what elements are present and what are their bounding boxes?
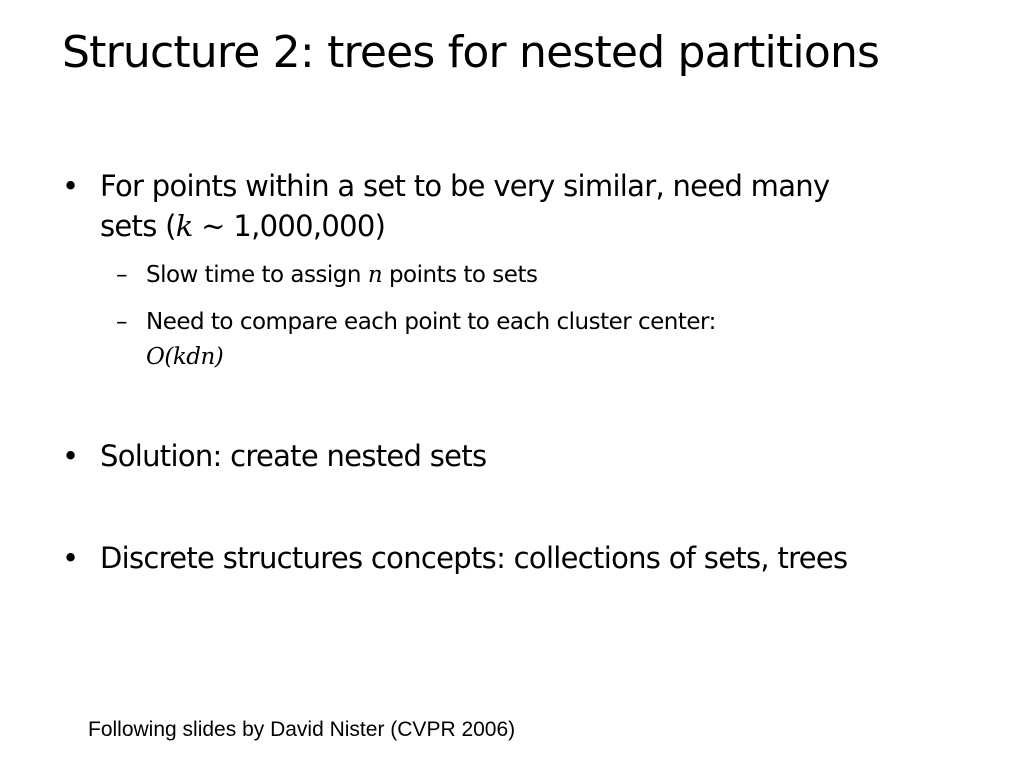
math-complexity-expression: O(kdn) (146, 344, 224, 370)
bullet-marker: • (62, 169, 79, 203)
sub-bullet-text-prefix: Slow time to assign (146, 262, 361, 288)
bullet-text: Solution: create nested sets (100, 439, 487, 473)
math-symbol-sim: ∼ (201, 209, 225, 243)
sub-bullet-marker: – (116, 262, 127, 288)
slide-title: Structure 2: trees for nested partitions (62, 27, 880, 78)
bullet-item-3 (62, 540, 962, 580)
slide-footer-credit: Following slides by David Nister (CVPR 2006) (88, 718, 516, 741)
sub-bullet-text-suffix: points to sets (388, 262, 538, 288)
bullet-text-line: For points within a set to be very similar, need many (100, 169, 830, 203)
bullet-text: Discrete structures concepts: collections of sets, trees (100, 541, 848, 575)
bullet-item-1 (62, 168, 962, 248)
sub-bullet-item-1 (116, 259, 916, 293)
sub-bullet-text (146, 259, 537, 292)
sub-bullet-marker: – (116, 309, 127, 335)
bullet-text-prefix: sets ( (100, 209, 176, 243)
bullet-marker: • (62, 439, 79, 473)
bullet-marker: • (62, 541, 79, 575)
sub-bullet-text: Need to compare each point to each cluster center: (146, 309, 716, 335)
math-variable-k: k (175, 209, 193, 243)
sub-bullet-item-2 (116, 306, 916, 376)
math-variable-n: n (367, 262, 383, 288)
bullet-item-2 (62, 438, 962, 478)
bullet-text-suffix: 1,000,000) (233, 209, 386, 243)
bullet-text-line (100, 208, 385, 244)
